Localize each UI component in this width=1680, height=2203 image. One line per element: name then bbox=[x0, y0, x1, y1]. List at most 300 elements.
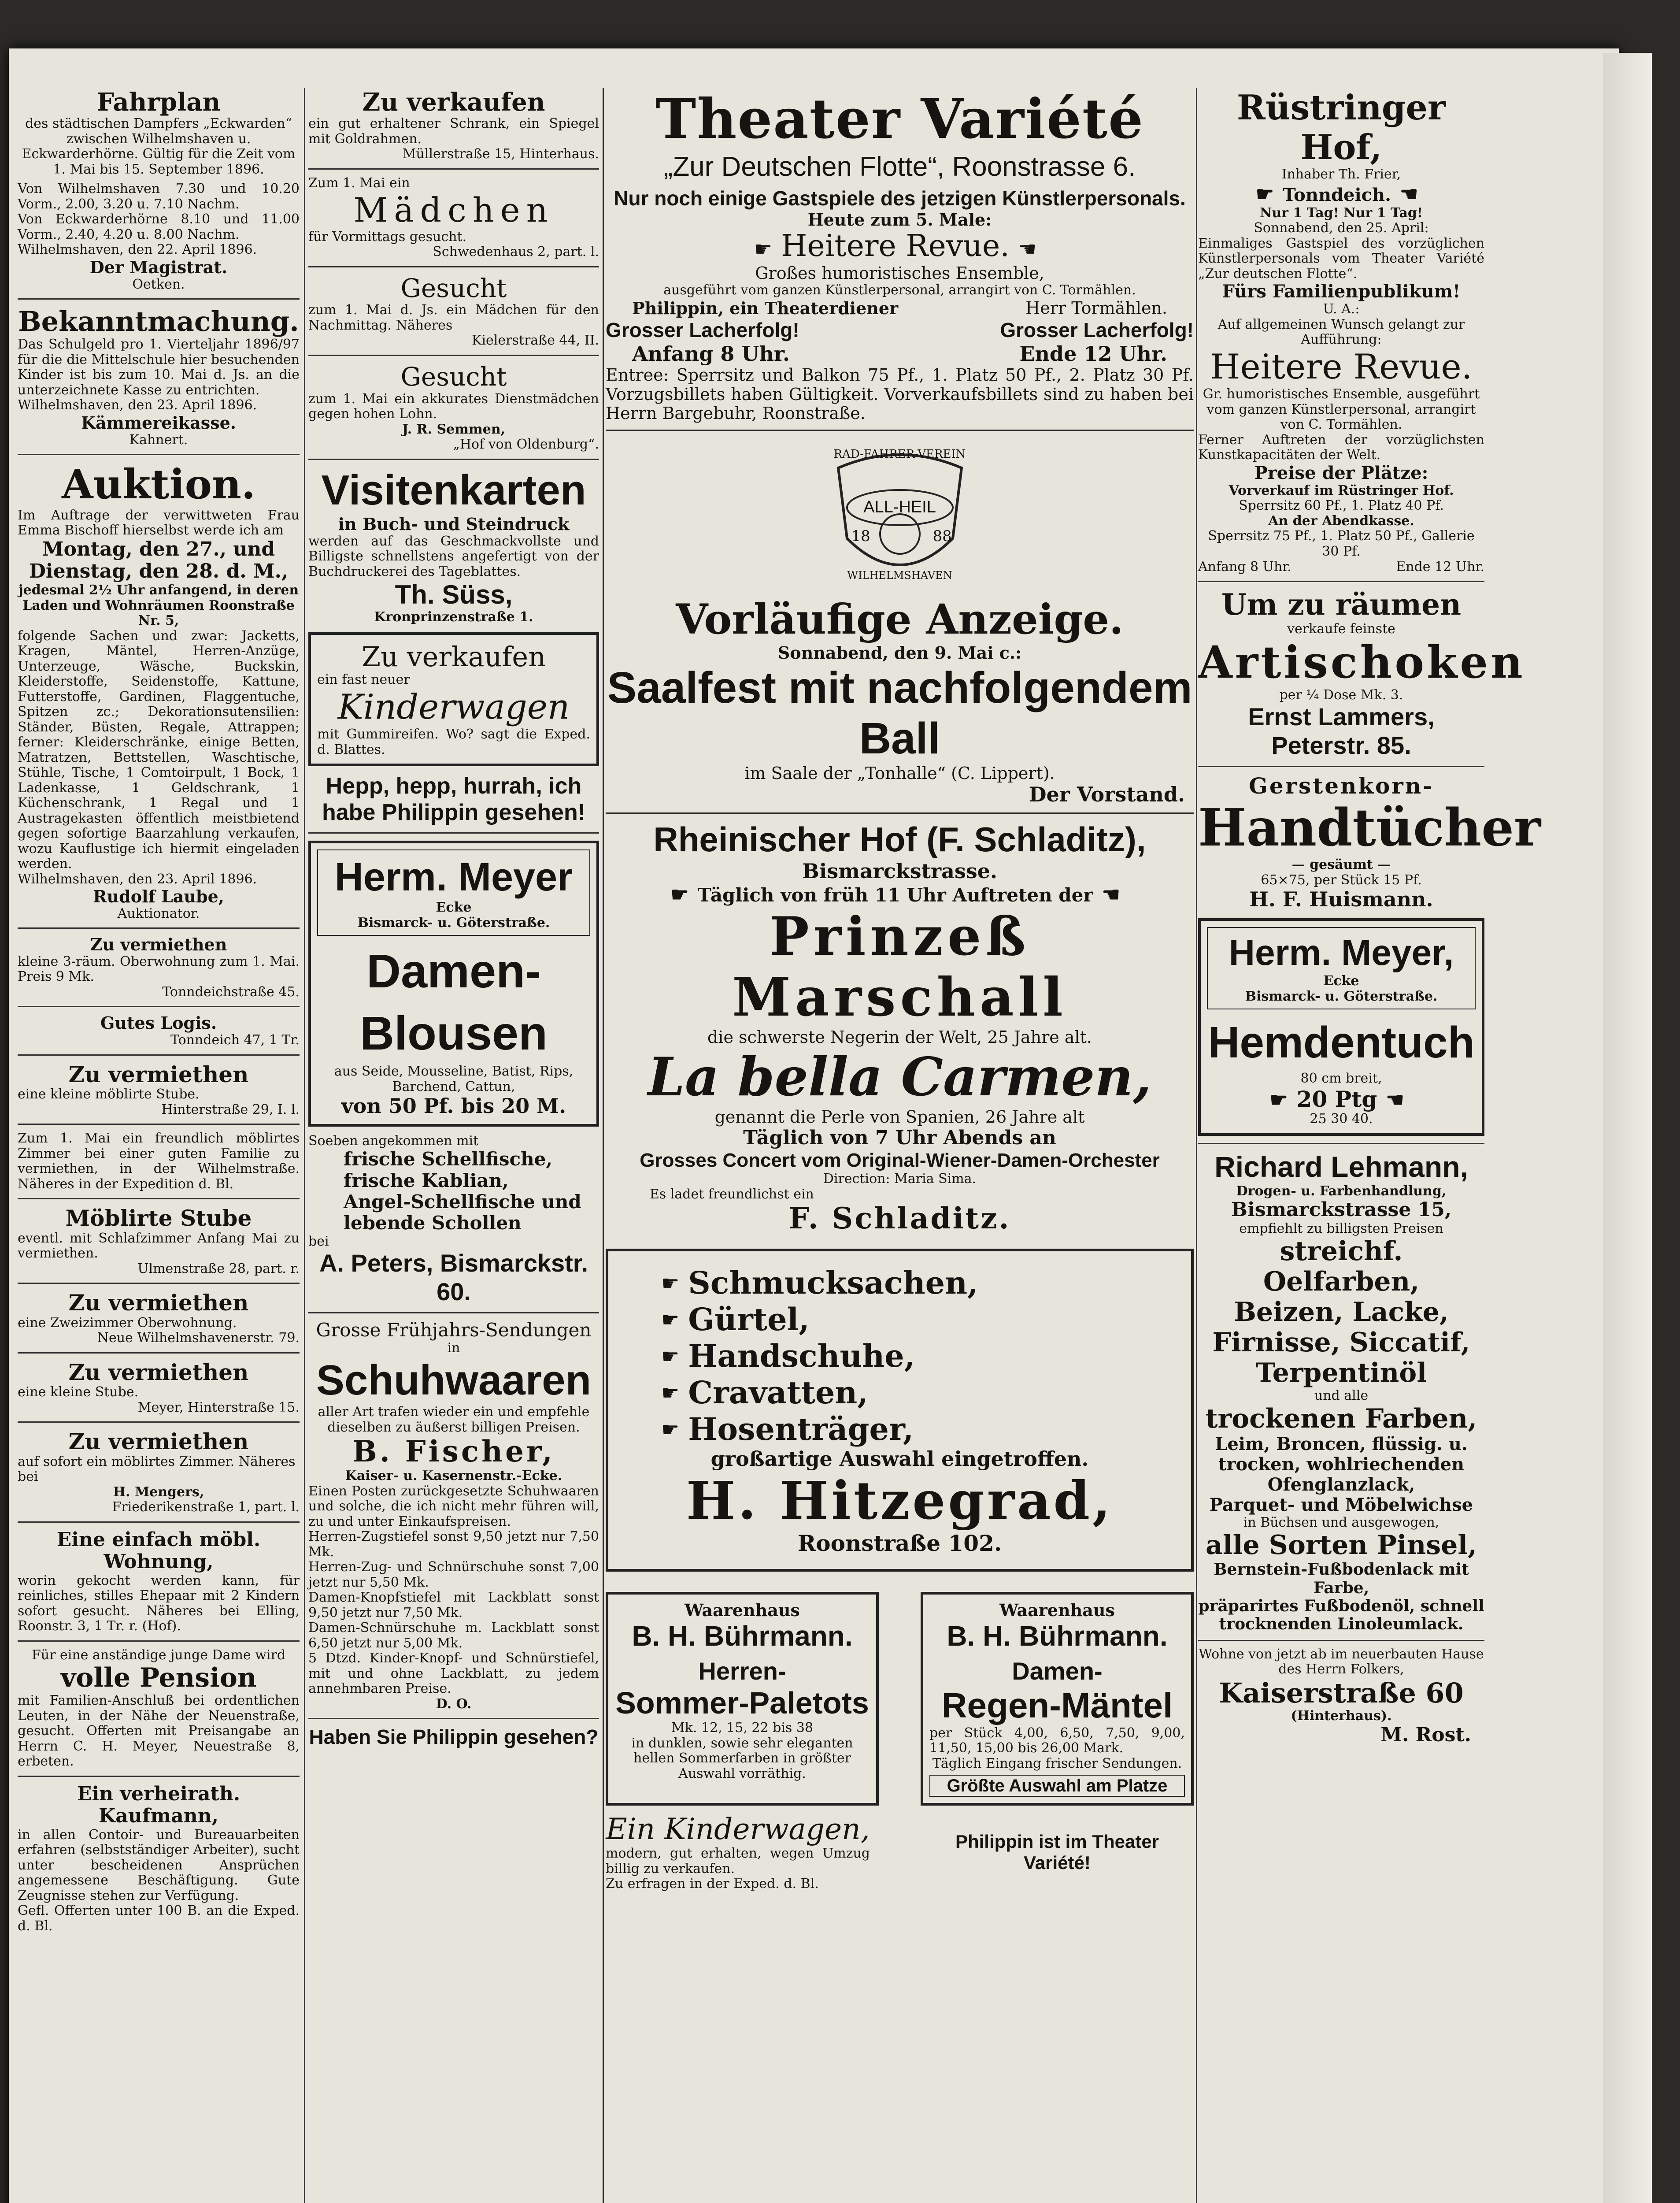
ad-name: H. Hitzegrad, bbox=[686, 1470, 1114, 1532]
ad-fische bbox=[308, 1134, 599, 1306]
fish-item: Angel-Schellfische und bbox=[344, 1191, 581, 1213]
ad-text: eine kleine Stube. bbox=[18, 1384, 139, 1400]
ad-handtuecher bbox=[1198, 773, 1541, 912]
divider bbox=[308, 266, 599, 267]
ad-big: Regen-Mäntel bbox=[941, 1685, 1173, 1725]
ad-title: Gutes Logis. bbox=[100, 1013, 217, 1033]
ad-address: Tonndeich 47, 1 Tr. bbox=[170, 1032, 300, 1048]
column-1 bbox=[18, 88, 300, 1934]
ad-text: Wohne von jetzt ab im neuerbauten Hause des Herrn Folkers, bbox=[1199, 1646, 1484, 1677]
ad-big: Kaiserstraße 60 bbox=[1219, 1676, 1464, 1709]
column-4 bbox=[1198, 88, 1541, 1746]
ad-text: 25 30 40. bbox=[1310, 1111, 1373, 1127]
price-item: 5 Dtzd. Kinder-Knopf- und Schnürstiefel, mit und ohne Lackblatt, zu jedem annehmbaren Preise. bbox=[308, 1650, 599, 1697]
ad-text: Ferner Auftreten der vorzüglichsten Kunstkapacitäten der Welt. bbox=[1198, 432, 1484, 463]
fish-item: frische Schellfische, bbox=[344, 1148, 552, 1170]
divider bbox=[18, 1352, 300, 1354]
ad-address: Bismarckstrasse 15, bbox=[1231, 1198, 1452, 1221]
ad-title: Eine einfach möbl. Wohnung, bbox=[56, 1528, 261, 1573]
ad-text: Damen- bbox=[1012, 1657, 1103, 1685]
ad-meyer-hemdentuch bbox=[1198, 918, 1484, 1136]
ad-name: B. Fischer, bbox=[352, 1434, 555, 1469]
goods-label: Hosenträger, bbox=[688, 1411, 914, 1448]
ad-text: zum 1. Mai d. Js. ein Mädchen für den Nachmittag. Näheres bbox=[308, 302, 599, 333]
divider bbox=[1198, 1143, 1484, 1144]
ad-maedchen bbox=[308, 176, 599, 260]
ad-title: Bekanntmachung. bbox=[18, 305, 299, 338]
ad-text: aus Seide, Mousseline, Batist, Rips, Barchend, Cattun, bbox=[334, 1064, 574, 1094]
ad-text: eine kleine möblirte Stube. bbox=[18, 1087, 200, 1102]
divider bbox=[18, 1198, 300, 1199]
ad-text: Ende 12 Uhr. bbox=[1019, 341, 1167, 366]
goods-item bbox=[626, 1374, 1173, 1411]
ad-text: jedesmal 2½ Uhr anfangend, in deren Laden und Wohnräumen Roonstraße Nr. 5, bbox=[18, 582, 299, 629]
ad-title: Möblirte Stube bbox=[65, 1205, 252, 1231]
ad-text: verkaufe feinste bbox=[1287, 621, 1395, 637]
emblem-year: 88 bbox=[933, 527, 952, 545]
divider bbox=[308, 832, 599, 834]
divider bbox=[18, 1006, 300, 1007]
ad-text: Grosser Lacherfolg! bbox=[606, 318, 799, 341]
ad-text: modern, gut erhalten, wegen Umzug billig zu verkaufen. bbox=[606, 1846, 870, 1877]
ad-name: Richard Lehmann, bbox=[1214, 1150, 1468, 1183]
divider bbox=[18, 1521, 300, 1523]
ad-text: Sonnabend, den 25. April: bbox=[1254, 220, 1429, 236]
ad-text: per Stück 4,00, 6,50, 7,50, 9,00, 11,50, 15,00 bis 26,00 Mark. bbox=[929, 1725, 1185, 1756]
ad-price: Mk. 12, 15, 22 bis 38 bbox=[671, 1720, 814, 1736]
ad-item: Parquet- und Möbelwichse bbox=[1209, 1494, 1473, 1515]
ad-text: Zum 1. Mai ein bbox=[308, 175, 410, 191]
ad-kinderwagen bbox=[308, 632, 599, 766]
ad-name: Kahnert. bbox=[129, 432, 188, 448]
ad-text: 65×75, per Stück 15 Pf. bbox=[1261, 872, 1422, 888]
ad-role: Auktionator. bbox=[117, 905, 200, 921]
ad-name: Ernst Lammers, Peterstr. 85. bbox=[1248, 703, 1435, 759]
ad-title: Zu vermiethen bbox=[90, 935, 227, 955]
goods-label: Handschuhe, bbox=[688, 1338, 915, 1375]
ad-text: Zum 1. Mai ein freundlich möblirtes Zimmer bei einer guten Familie zu vermiethen, in der Wilhelmstraße. Näheres in der Expedition d. Bl. bbox=[18, 1131, 300, 1192]
ad-price bbox=[1207, 1087, 1476, 1112]
fish-item: lebende Schollen bbox=[344, 1212, 522, 1234]
ad-address: Hinterstraße 29, I. l. bbox=[161, 1102, 300, 1117]
price-item: Herren-Zug- und Schnürschuhe sonst 7,00 jetzt nur 5,50 Mk. bbox=[308, 1559, 599, 1590]
ad-text: Sperrsitz 60 Pf., 1. Platz 40 Pf. bbox=[1239, 498, 1444, 514]
ad-text: Preise der Plätze: bbox=[1254, 462, 1428, 483]
pointing-hand-icon: ☛ bbox=[661, 1307, 680, 1331]
goods-item bbox=[626, 1338, 1173, 1374]
ad-text: Auf allgemeinen Wunsch gelangt zur Aufführung: bbox=[1217, 316, 1465, 348]
ad-address: Ulmenstraße 28, part. r. bbox=[137, 1261, 300, 1276]
divider bbox=[18, 1640, 300, 1642]
ad-text bbox=[606, 883, 1194, 906]
ad-name: Th. Süss, bbox=[395, 580, 513, 610]
ad-text: Im Auftrage der verwittweten Frau Emma Bischoff hierselbst werde ich am bbox=[18, 507, 300, 538]
ad-zimmer bbox=[18, 1131, 300, 1192]
bottom-ads bbox=[606, 1813, 1194, 1891]
ad-item: alle Sorten Pinsel, bbox=[1205, 1530, 1477, 1561]
ad-text: empfiehlt zu billigsten Preisen bbox=[1239, 1220, 1443, 1236]
ad-big: La bella Carmen, bbox=[648, 1046, 1152, 1109]
ad-sig: M. Rost. bbox=[1380, 1723, 1471, 1746]
ad-text: Heute zum 5. Male: bbox=[807, 209, 992, 230]
column-rule bbox=[304, 88, 305, 2203]
ad-title: Zu verkaufen bbox=[362, 88, 545, 117]
ad-text: in Büchsen und ausgewogen, bbox=[1243, 1514, 1439, 1530]
price-list bbox=[308, 1529, 599, 1697]
ad-title: Gesucht bbox=[400, 273, 507, 303]
ad-text: Einen Posten zurückgesetzte Schuhwaaren und solche, die ich nicht mehr führen will, zu und unter Einkaufspreisen. bbox=[308, 1483, 599, 1529]
ad-text: die schwerste Negerin der Welt, 25 Jahre alt. bbox=[707, 1027, 1092, 1047]
goods-label: Schmucksachen, bbox=[688, 1265, 978, 1302]
ad-item: Beizen, Lacke, bbox=[1234, 1297, 1449, 1328]
ad-text: Inhaber Th. Frier, bbox=[1281, 167, 1401, 182]
ad-text: Herren- bbox=[698, 1657, 786, 1685]
ad-name: Herm. Meyer bbox=[334, 855, 573, 899]
ad-text: genannt die Perle von Spanien, 26 Jahre alt bbox=[714, 1107, 1085, 1127]
ad-org: Der Magistrat. bbox=[89, 257, 228, 277]
ad-text: Soeben angekommen mit bbox=[308, 1133, 479, 1149]
divider bbox=[18, 298, 300, 300]
ad-buehrmann-herren bbox=[606, 1592, 879, 1806]
ad-title: Gerstenkorn- bbox=[1249, 773, 1434, 799]
ad-title: Zu vermiethen bbox=[68, 1359, 249, 1385]
ad-theater-variete bbox=[606, 88, 1194, 423]
ad-text: An der Abendkasse. bbox=[1268, 513, 1414, 529]
ad-name: B. H. Bührmann. bbox=[947, 1620, 1168, 1652]
column-3 bbox=[606, 88, 1194, 1892]
ad-text: Vorverkauf im Rüstringer Hof. bbox=[1229, 482, 1454, 498]
divider bbox=[606, 430, 1194, 431]
ad-text: Anfang 8 Uhr. bbox=[632, 341, 790, 366]
price-item: Damen-Schnürschuhe m. Lackblatt sonst 6,50 jetzt nur 5,00 Mk. bbox=[308, 1620, 599, 1651]
ad-title: Ein Kinderwagen, bbox=[606, 1812, 870, 1847]
ad-address: Tonndeichstraße 45. bbox=[162, 984, 300, 1000]
ad-days: Montag, den 27., und Dienstag, den 28. d. M., bbox=[29, 538, 289, 583]
divider bbox=[308, 355, 599, 356]
ad-text: Grosser Lacherfolg! bbox=[1000, 318, 1194, 341]
divider bbox=[308, 1718, 599, 1719]
divider bbox=[18, 454, 300, 455]
ad-address: Schwedenhaus 2, part. l. bbox=[433, 244, 599, 260]
ad-buehrmann-damen bbox=[921, 1592, 1194, 1806]
ad-big: Sommer-Paletots bbox=[615, 1685, 869, 1720]
ad-name: Herm. Meyer, bbox=[1229, 932, 1454, 973]
ad-hepp bbox=[308, 773, 599, 826]
ad-text: eine Zweizimmer Oberwohnung. bbox=[18, 1315, 237, 1331]
ad-text: in allen Contoir- und Bureauarbeiten erfahren (selbstständiger Arbeiter), sucht unter bescheidenen Ansprüchen angemessene Beschäftigung. Gute Zeugnisse stehen zur Verfügung. bbox=[18, 1827, 300, 1903]
ad-ruestringer-hof bbox=[1198, 88, 1484, 575]
divider bbox=[1198, 1640, 1484, 1641]
ad-sub: „Zur Deutschen Flotte“, Roonstrasse 6. bbox=[663, 151, 1136, 182]
pointing-hand-icon: ☛ bbox=[1255, 182, 1274, 206]
divider bbox=[606, 812, 1194, 814]
ad-title: Zu vermiethen bbox=[68, 1061, 249, 1087]
ad-address: Bismarck- u. Göterstraße. bbox=[1245, 988, 1438, 1004]
ad-vermiethen-3 bbox=[18, 1290, 300, 1346]
ad-text: kleine 3-räum. Oberwohnung zum 1. Mai. Preis 9 Mk. bbox=[18, 953, 300, 985]
ad-text: Anfang 8 Uhr. bbox=[1198, 559, 1291, 575]
radfahrer-emblem bbox=[821, 437, 979, 596]
pointing-hand-icon: ☛ bbox=[661, 1380, 680, 1405]
ad-text: Philippin ist im Theater Variété! bbox=[955, 1831, 1159, 1873]
ad-schrank bbox=[308, 88, 599, 162]
ad-title: Rüstringer Hof, bbox=[1236, 88, 1446, 167]
ad-lehmann bbox=[1198, 1150, 1484, 1746]
ad-text: Für eine anständige junge Dame wird bbox=[31, 1647, 286, 1663]
pointing-hand-icon: ☛ bbox=[661, 1271, 680, 1295]
ad-text: Drogen- u. Farbenhandlung, bbox=[1236, 1183, 1447, 1199]
price-item: Damen-Knopfstiefel mit Lackblatt sonst 9,50 jetzt nur 7,50 Mk. bbox=[308, 1590, 599, 1621]
ad-text: Sonnabend, den 9. Mai c.: bbox=[777, 643, 1022, 663]
ad-name: A. Peters, Bismarckstr. 60. bbox=[319, 1249, 588, 1305]
ad-vorlaeufige-anzeige bbox=[606, 596, 1194, 806]
ad-auktion bbox=[18, 461, 300, 921]
ad-text: Grosses Concert vom Original-Wiener-Damen-Orchester bbox=[640, 1149, 1160, 1171]
ad-text: (Hinterhaus). bbox=[1291, 1708, 1392, 1724]
pointing-hand-icon: ☛ bbox=[670, 882, 689, 906]
ad-vermiethen-2 bbox=[18, 1062, 300, 1118]
ad-text: Täglich Eingang frischer Sendungen. bbox=[932, 1755, 1182, 1771]
fish-item: frische Kablian, bbox=[344, 1169, 509, 1191]
ad-text: Direction: Maria Sima. bbox=[823, 1171, 977, 1187]
ad-text: aller Art trafen wieder ein und empfehle dieselben zu äußerst billigen Preisen. bbox=[318, 1404, 590, 1435]
ad-schuhwaaren bbox=[308, 1320, 599, 1712]
buehrmann-ads bbox=[606, 1585, 1194, 1813]
ad-text: Gefl. Offerten unter 100 B. an die Exped. d. Bl. bbox=[18, 1903, 300, 1934]
ad-gesucht-2 bbox=[308, 362, 599, 452]
emblem-year: 18 bbox=[851, 527, 870, 545]
ad-text: Grosse Frühjahrs-Sendungen bbox=[316, 1319, 592, 1341]
ad-name: H. Mengers, bbox=[113, 1484, 204, 1500]
ad-text: des städtischen Dampfers „Eckwarden“ zwischen Wilhelmshaven u. Eckwarderhörne. Gültig für die Zeit vom 1. Mai bis 15. September 1896. bbox=[22, 116, 296, 177]
ad-date: Wilhelmshaven, den 23. April 1896. bbox=[18, 871, 257, 887]
ad-address: Zu erfragen in der Exped. d. Bl. bbox=[606, 1876, 819, 1892]
ad-philippin-2 bbox=[921, 1813, 1194, 1891]
ad-row bbox=[606, 342, 1194, 366]
ad-text: — gesäumt — bbox=[1291, 857, 1391, 873]
ad-big: Saalfest mit nachfolgendem Ball bbox=[607, 663, 1192, 763]
ad-text: Von Wilhelmshaven 7.30 und 10.20 Vorm., 2.00, 3.20 u. 7.10 Nachm. bbox=[18, 181, 300, 212]
ad-text: ausgeführt vom ganzen Künstlerpersonal, arrangirt von C. Tormählen. bbox=[663, 282, 1136, 298]
ad-big: Damen-Blousen bbox=[359, 944, 548, 1060]
ad-moeblirte-stube bbox=[18, 1205, 300, 1276]
ad-text: zum 1. Mai ein akkurates Dienstmädchen gegen hohen Lohn. bbox=[308, 391, 599, 422]
ad-wohnung bbox=[18, 1529, 300, 1634]
ad-text: und alle bbox=[1314, 1388, 1369, 1404]
divider bbox=[1198, 766, 1484, 767]
goods-item bbox=[626, 1301, 1173, 1338]
ad-price-text: 20 Ptg bbox=[1296, 1086, 1377, 1112]
ad-big bbox=[606, 229, 1194, 263]
divider bbox=[1198, 581, 1484, 582]
ad-text: Das Schulgeld pro 1. Vierteljahr 1896/97 für die die Mittelschule hier besuchenden Kinder ist bis zum 10. Mai d. Js. an die unterzeichnete Kasse zu entrichten. bbox=[18, 337, 300, 398]
column-2 bbox=[308, 88, 599, 1749]
emblem-top: RAD-FAHRER-VEREIN bbox=[833, 447, 966, 461]
ad-visitenkarten bbox=[308, 466, 599, 625]
ad-address: Roonstraße 102. bbox=[797, 1530, 1002, 1556]
column-rule bbox=[603, 88, 604, 2203]
pointing-hand-left-icon: ☚ bbox=[1018, 237, 1037, 261]
ad-item: Leim, Broncen, flüssig. u. trocken, wohlriechenden Ofenglanzlack, bbox=[1215, 1433, 1468, 1495]
ad-sig: F. Schladitz. bbox=[788, 1201, 1011, 1236]
ad-address: Bismarck- u. Göterstraße. bbox=[357, 915, 550, 931]
ad-text: in dunklen, sowie sehr eleganten hellen Sommerfarben in größter Auswahl vorräthig. bbox=[631, 1735, 853, 1781]
ad-date: Wilhelmshaven, den 23. April 1896. bbox=[18, 397, 257, 413]
ad-vermiethen-5 bbox=[18, 1429, 300, 1515]
divider bbox=[308, 1312, 599, 1313]
ad-artischoken bbox=[1198, 587, 1525, 760]
ad-text: mit Gummireifen. Wo? sagt die Exped. d. Blattes. bbox=[317, 727, 590, 757]
pointing-hand-icon: ☛ bbox=[1269, 1087, 1288, 1112]
goods-label: Cravatten, bbox=[688, 1374, 868, 1411]
ad-name: Rudolf Laube, bbox=[93, 886, 225, 907]
ad-big: Größte Auswahl am Platze bbox=[929, 1775, 1185, 1797]
ad-text: Haben Sie Philippin gesehen? bbox=[309, 1725, 599, 1749]
divider bbox=[18, 1124, 300, 1125]
ad-text: werden auf das Geschmackvollste und Billigste schnellstens angefertigt von der Buchdruckerei des Tageblattes. bbox=[308, 533, 599, 579]
ad-sig: Der Vorstand. bbox=[1029, 783, 1185, 807]
ad-title: Zu vermiethen bbox=[68, 1428, 249, 1455]
ad-sig: D. O. bbox=[436, 1696, 472, 1712]
ad-text: großartige Auswahl eingetroffen. bbox=[710, 1447, 1089, 1471]
ad-text: mit Familien-Anschluß bei ordentlichen Leuten, in der Nähe der Neuenstraße, gesucht. Offerten mit Preisangabe an Herrn C. H. Meyer, Neuestraße 8, erbeten. bbox=[18, 1693, 300, 1769]
ad-philippin bbox=[308, 1725, 599, 1749]
ad-text: Nur 1 Tag! Nur 1 Tag! bbox=[1259, 205, 1423, 221]
ad-title: Mädchen bbox=[353, 190, 554, 230]
goods-label: Gürtel, bbox=[688, 1301, 810, 1338]
ad-text: Sperrsitz 75 Pf., 1. Platz 50 Pf., Gallerie 30 Pf. bbox=[1208, 528, 1475, 559]
ad-text: Einmaliges Gastspiel des vorzüglichen Künstlerpersonals vom Theater Variété „Zur deutschen Flotte“. bbox=[1198, 235, 1484, 282]
ad-address: Kielerstraße 44, II. bbox=[472, 333, 599, 349]
ad-fahrplan bbox=[18, 88, 300, 292]
ad-sub: in Buch- und Steindruck bbox=[338, 514, 570, 534]
pointing-hand-icon: ☛ bbox=[661, 1344, 680, 1368]
ad-item: streichf. Oelfarben, bbox=[1263, 1236, 1420, 1298]
ad-text: auf sofort ein möblirtes Zimmer. Näheres bei bbox=[18, 1454, 296, 1485]
ad-street-text: Tonndeich. bbox=[1283, 184, 1391, 205]
ad-text: 80 cm breit, bbox=[1300, 1071, 1382, 1087]
page-edge bbox=[1603, 53, 1652, 2203]
pointing-hand-left-icon: ☚ bbox=[1102, 882, 1120, 906]
ad-text: Philippin, ein Theaterdiener bbox=[632, 298, 899, 318]
ad-title: Theater Variété bbox=[655, 87, 1144, 151]
ad-address: Neue Wilhelmshavenerstr. 79. bbox=[97, 1330, 300, 1346]
ad-org: Kämmereikasse. bbox=[81, 412, 237, 433]
divider bbox=[308, 459, 599, 460]
ad-title: Ein verheirath. Kaufmann, bbox=[77, 1782, 241, 1828]
emblem-bottom: WILHELMSHAVEN bbox=[847, 569, 952, 582]
ad-text: bei bbox=[308, 1233, 329, 1249]
ad-text: im Saale der „Tonhalle“ (C. Lippert). bbox=[744, 763, 1055, 783]
ad-name: Oetken. bbox=[132, 276, 185, 292]
ad-title: Zu vermiethen bbox=[68, 1290, 249, 1316]
ad-address: Kronprinzenstraße 1. bbox=[374, 609, 533, 625]
ad-text: in bbox=[447, 1340, 460, 1356]
ad-h: Waarenhaus bbox=[685, 1600, 800, 1621]
ad-date: Wilhelmshaven, den 22. April 1896. bbox=[18, 242, 257, 258]
ad-item: Bernstein-Fußbodenlack mit Farbe, bbox=[1214, 1560, 1469, 1597]
ad-h: Waarenhaus bbox=[999, 1600, 1115, 1621]
ad-text: für Vormittags gesucht. bbox=[308, 229, 467, 245]
ad-item: Firnisse, Siccatif, bbox=[1212, 1327, 1470, 1358]
ad-big: Schuhwaaren bbox=[316, 1356, 592, 1404]
ad-ecke: Ecke bbox=[436, 900, 472, 916]
ad-address: Friederikenstraße 1, part. l. bbox=[112, 1499, 300, 1515]
ad-item: trockenen Farben, bbox=[1205, 1403, 1477, 1434]
ad-name: H. F. Huismann. bbox=[1249, 887, 1433, 912]
ad-row bbox=[606, 318, 1194, 342]
divider bbox=[18, 1054, 300, 1056]
ad-text: ein gut erhaltener Schrank, ein Spiegel mit Goldrahmen. bbox=[308, 116, 599, 147]
ad-address: „Hof von Oldenburg“. bbox=[453, 437, 599, 452]
ad-text: ein fast neuer bbox=[317, 672, 410, 688]
ad-big: Heitere Revue. bbox=[1210, 347, 1473, 387]
ad-address: Meyer, Hinterstraße 15. bbox=[137, 1399, 300, 1415]
ad-ecke: Ecke bbox=[1323, 973, 1359, 989]
ad-header bbox=[317, 849, 590, 936]
ad-kinderwagen-2 bbox=[606, 1813, 870, 1891]
price-item: Herren-Zugstiefel sonst 9,50 jetzt nur 7,50 Mk. bbox=[308, 1529, 599, 1560]
ad-item: Terpentinöl bbox=[1255, 1357, 1427, 1389]
ad-text: Nur noch einige Gastspiele des jetzigen Künstlerpersonals. bbox=[614, 186, 1186, 210]
ad-big: Hemdentuch bbox=[1208, 1018, 1475, 1068]
ad-title: Fahrplan bbox=[96, 88, 221, 117]
ad-text: Fürs Familienpublikum! bbox=[1222, 281, 1461, 302]
pointing-hand-left-icon: ☚ bbox=[1386, 1087, 1404, 1112]
ad-row bbox=[1198, 559, 1484, 575]
ad-name: B. H. Bührmann. bbox=[632, 1620, 853, 1652]
ad-text: folgende Sachen und zwar: Jacketts, Kragen, Mäntel, Herren-Anzüge, Unterzeuge, Wäsche, Buckskin, Kleiderstoffe, Seidenstoffe, Kattune, Futterstoffe, Gardinen, Flaggentuche, Spitzen zc.; Dekorationsutensilien: Ständer, Büsten, Regale, Attrappen; ferner: Kleiderschränke, einige Betten, Matratzen, Bettstellen, Waschtische, Stühle, Tische, 1 Comtoirpult, 1 Bock, 1 Ladenkasse, 1 Geldschrank, 1 Küchenschrank, 1 Regal und 1 Austragekasten öffentlich meistbietend gegen sofortige Baarzahlung verkaufen, wozu Kauflustige ich hiermit eingeladen werden. bbox=[18, 628, 300, 872]
ad-text: Es ladet freundlichst ein bbox=[650, 1186, 814, 1202]
divider bbox=[18, 1283, 300, 1284]
ad-bekanntmachung bbox=[18, 306, 300, 448]
ad-price: per ¼ Dose Mk. 3. bbox=[1279, 687, 1403, 703]
ad-street bbox=[1198, 182, 1484, 206]
ad-text: Hepp, hepp, hurrah, ich habe Philippin gesehen! bbox=[322, 773, 586, 826]
ad-text: Von Eckwarderhörne 8.10 und 11.00 Vorm., 2.40, 4.20 u. 8.00 Nachm. bbox=[18, 211, 300, 242]
divider bbox=[18, 927, 300, 929]
ad-street: Bismarckstrasse. bbox=[802, 859, 998, 883]
ad-title: Um zu räumen bbox=[1221, 587, 1462, 622]
ad-vermiethen-4 bbox=[18, 1360, 300, 1416]
ad-logis bbox=[18, 1013, 300, 1048]
ad-text: worin gekocht werden kann, für reinliches, stilles Ehepaar mit 2 Kindern sofort gesucht. Näheres bei Elling, Roonstr. 3, 1 Tr. r. (Hof). bbox=[18, 1573, 300, 1634]
ad-name: J. R. Semmen, bbox=[402, 421, 506, 437]
ad-big: Prinzeß Marschall bbox=[732, 905, 1067, 1028]
ad-meyer-blousen bbox=[308, 841, 599, 1127]
ad-text: Großes humoristisches Ensemble, bbox=[755, 263, 1044, 283]
ad-text: U. A.: bbox=[1323, 301, 1360, 317]
ad-hitzegrad bbox=[606, 1249, 1194, 1572]
goods-item bbox=[626, 1411, 1173, 1447]
ad-title: Gesucht bbox=[400, 361, 507, 392]
ad-text: Täglich von 7 Uhr Abends an bbox=[743, 1127, 1056, 1150]
divider bbox=[18, 1421, 300, 1423]
ad-big: Kinderwagen bbox=[337, 687, 570, 727]
divider bbox=[308, 168, 599, 170]
ad-text: Gr. humoristisches Ensemble, ausgeführt vom ganzen Künstlerpersonal, arrangirt von C. Tormählen. bbox=[1203, 386, 1480, 433]
ad-header bbox=[1207, 927, 1476, 1009]
ad-gesucht-1 bbox=[308, 274, 599, 349]
goods-item bbox=[626, 1265, 1173, 1301]
column-rule bbox=[1196, 88, 1197, 2203]
fish-list bbox=[308, 1149, 599, 1234]
ad-title: Visitenkarten bbox=[321, 466, 586, 514]
divider bbox=[18, 1776, 300, 1777]
ad-pension bbox=[18, 1648, 300, 1769]
pointing-hand-icon: ☛ bbox=[661, 1417, 680, 1441]
ad-text: Ende 12 Uhr. bbox=[1396, 559, 1484, 575]
